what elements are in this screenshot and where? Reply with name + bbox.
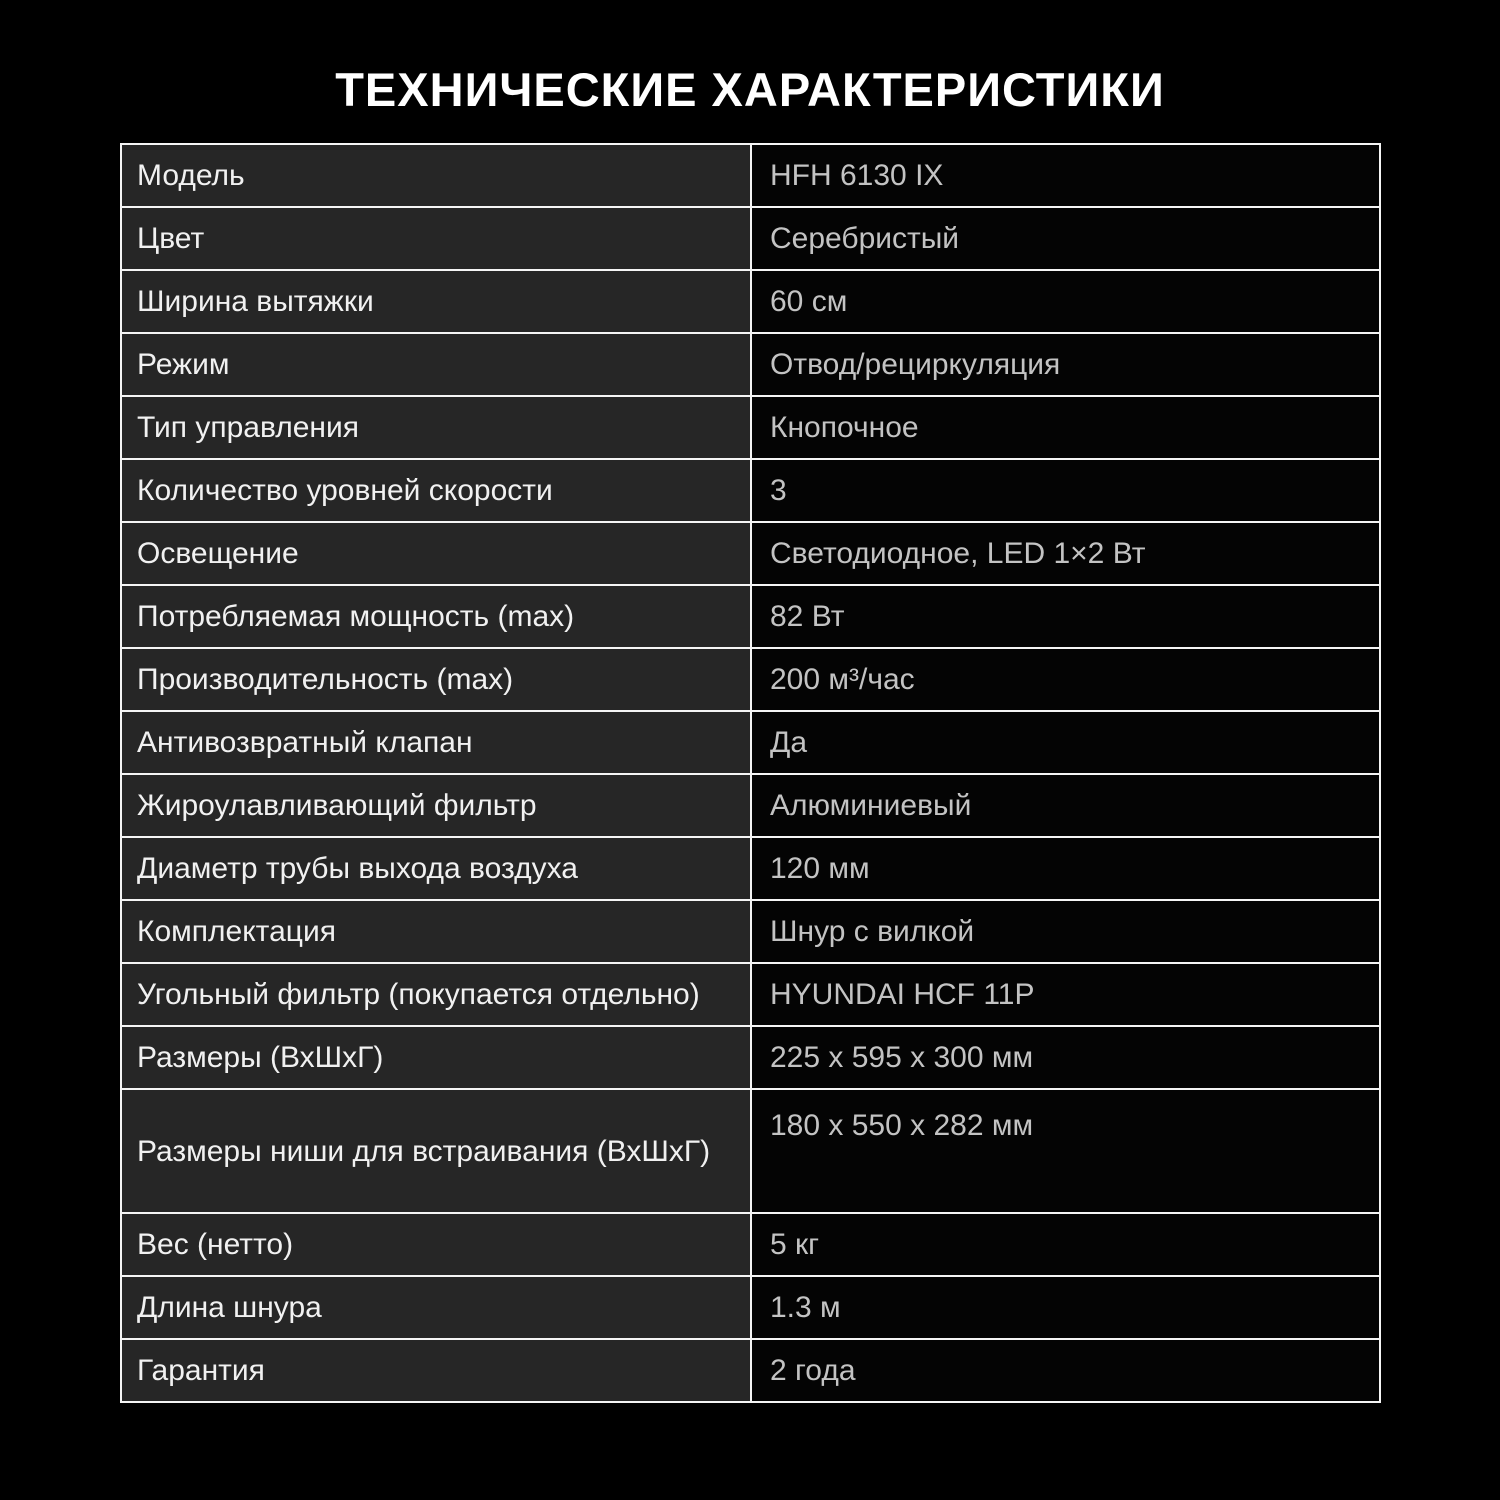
spec-label: Размеры (ВхШхГ) (122, 1027, 752, 1088)
table-row (122, 1277, 1379, 1340)
spec-value: 1.3 м (752, 1277, 1379, 1338)
spec-table (120, 143, 1381, 1403)
table-row (122, 145, 1379, 208)
table-row (122, 523, 1379, 586)
table-row (122, 649, 1379, 712)
spec-value: Отвод/рециркуляция (752, 334, 1379, 395)
spec-value: 225 х 595 х 300 мм (752, 1027, 1379, 1088)
spec-label: Ширина вытяжки (122, 271, 752, 332)
table-row (122, 460, 1379, 523)
spec-label: Цвет (122, 208, 752, 269)
spec-value: Кнопочное (752, 397, 1379, 458)
spec-label: Количество уровней скорости (122, 460, 752, 521)
spec-value: Светодиодное, LED 1×2 Вт (752, 523, 1379, 584)
spec-label: Гарантия (122, 1340, 752, 1401)
spec-label: Потребляемая мощность (max) (122, 586, 752, 647)
spec-value: 3 (752, 460, 1379, 521)
spec-value: 82 Вт (752, 586, 1379, 647)
table-row (122, 208, 1379, 271)
table-row (122, 1027, 1379, 1090)
spec-label: Вес (нетто) (122, 1214, 752, 1275)
table-row (122, 901, 1379, 964)
spec-value: 180 х 550 х 282 мм (752, 1090, 1379, 1212)
table-row (122, 1090, 1379, 1214)
spec-label: Комплектация (122, 901, 752, 962)
spec-value: 60 см (752, 271, 1379, 332)
spec-value: Шнур с вилкой (752, 901, 1379, 962)
spec-value: Да (752, 712, 1379, 773)
spec-value: 120 мм (752, 838, 1379, 899)
spec-value: Серебристый (752, 208, 1379, 269)
page-title: ТЕХНИЧЕСКИЕ ХАРАКТЕРИСТИКИ (335, 63, 1165, 116)
table-row (122, 586, 1379, 649)
spec-label: Угольный фильтр (покупается отдельно) (122, 964, 752, 1025)
spec-value: 200 м³/час (752, 649, 1379, 710)
table-row (122, 964, 1379, 1027)
table-row (122, 1214, 1379, 1277)
spec-value: 5 кг (752, 1214, 1379, 1275)
spec-value: 2 года (752, 1340, 1379, 1401)
spec-label: Жироулавливающий фильтр (122, 775, 752, 836)
table-row (122, 271, 1379, 334)
spec-label: Размеры ниши для встраивания (ВхШхГ) (122, 1090, 752, 1212)
spec-label: Диаметр трубы выхода воздуха (122, 838, 752, 899)
spec-value: HYUNDAI HCF 11P (752, 964, 1379, 1025)
table-row (122, 712, 1379, 775)
spec-label: Освещение (122, 523, 752, 584)
spec-value: HFH 6130 IX (752, 145, 1379, 206)
spec-label: Режим (122, 334, 752, 395)
table-row (122, 397, 1379, 460)
spec-value: Алюминиевый (752, 775, 1379, 836)
spec-label: Тип управления (122, 397, 752, 458)
table-row (122, 775, 1379, 838)
table-row (122, 334, 1379, 397)
table-row (122, 838, 1379, 901)
spec-label: Производительность (max) (122, 649, 752, 710)
spec-label: Антивозвратный клапан (122, 712, 752, 773)
spec-label: Длина шнура (122, 1277, 752, 1338)
table-row (122, 1340, 1379, 1401)
spec-label: Модель (122, 145, 752, 206)
